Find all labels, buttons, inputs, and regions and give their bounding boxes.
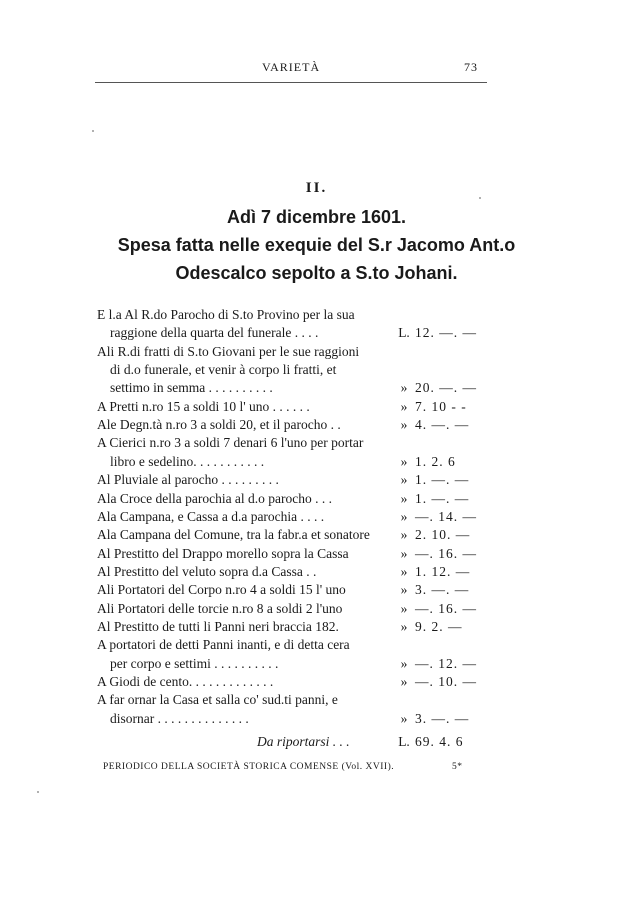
expense-label: settimo in semma . . . . . . . . . . [110, 380, 273, 396]
expense-label: E l.a Al R.do Parocho di S.to Provino per la sua [97, 307, 355, 322]
expense-label: Al Pluviale al parocho . . . . . . . . . [97, 472, 279, 488]
expense-amount: 20. —. — [415, 380, 477, 396]
expense-row [97, 490, 479, 508]
expense-unit: » [400, 710, 408, 726]
expense-label: Ali R.di fratti di S.to Giovani per le sue raggioni [97, 343, 360, 359]
expense-amount: 4. —. — [415, 417, 470, 433]
expense-label: Ale Degn.tà n.ro 3 a soldi 20, et il parocho . . [97, 417, 341, 433]
expense-row [97, 581, 479, 599]
expense-label: raggione della quarta del funerale . . . . [110, 325, 319, 341]
paper-speck [479, 197, 481, 199]
page-number: 73 [464, 60, 478, 74]
expense-row [97, 600, 479, 618]
carry-forward-row [97, 733, 479, 751]
expense-row [97, 618, 479, 636]
expense-row [97, 306, 479, 324]
footer-journal: PERIODICO DELLA SOCIETÀ STORICA COMENSE (Vol. XVII). [103, 762, 395, 772]
expense-amount: 3. —. — [415, 710, 470, 726]
expense-label: Ala Croce della parochia al d.o parocho . . . [97, 490, 333, 506]
expense-amount: 2. 10. — [415, 527, 471, 543]
expense-label: A Giodi de cento. . . . . . . . . . . . . [97, 674, 274, 689]
expense-unit: » [400, 527, 408, 543]
expense-row [97, 343, 479, 361]
expense-label: Ala Campana del Comune, tra la fabr.a et sonatore [97, 527, 370, 543]
expense-row [97, 691, 479, 709]
expense-unit: » [400, 490, 408, 506]
expense-label: Ali Portatori delle torcie n.ro 8 a soldi 2 l'uno [97, 600, 343, 616]
expense-unit: » [400, 380, 408, 396]
expense-amount: —. 16. — [415, 545, 477, 561]
running-header-title: VARIETÀ [262, 60, 321, 74]
expense-unit: » [400, 417, 408, 433]
expense-row [97, 471, 479, 489]
section-number: II. [305, 180, 328, 196]
expense-amount: 1. —. — [415, 490, 470, 506]
expense-amount: —. 16. — [415, 600, 477, 616]
heading-line-3: Odescalco sepolto a S.to Johani. [175, 263, 458, 283]
expense-unit: » [400, 453, 408, 469]
expense-label: libro e sedelino. . . . . . . . . . . [110, 453, 265, 469]
expense-label: Ali Portatori del Corpo n.ro 4 a soldi 15 l' uno [97, 582, 346, 598]
expense-label: di d.o funerale, et venir à corpo li fratti, et [110, 362, 337, 378]
expense-unit: » [400, 563, 408, 579]
expense-label: Al Prestitto de tutti li Panni neri braccia 182. [97, 618, 339, 634]
carry-forward-unit: L. [398, 734, 410, 749]
expense-row [97, 710, 479, 728]
expense-label: A Pretti n.ro 15 a soldi 10 l' uno . . . . . . [97, 398, 310, 414]
expense-unit: » [400, 472, 408, 488]
carry-forward-amount: 69. 4. 6 [415, 734, 464, 749]
expense-amount: —. 12. — [415, 655, 477, 671]
expense-row [97, 398, 479, 416]
expense-amount: 1. 2. 6 [415, 453, 456, 469]
expense-amount: —. 10. — [415, 674, 477, 689]
expense-unit: » [400, 618, 408, 634]
expense-row [97, 416, 479, 434]
paper-speck [37, 791, 39, 793]
expense-row [97, 324, 479, 342]
expense-label: A Cierici n.ro 3 a soldi 7 denari 6 l'uno per portar [97, 435, 364, 451]
expense-row [97, 563, 479, 581]
expense-amount: 9. 2. — [415, 618, 463, 634]
expense-label: A far ornar la Casa et salla co' sud.ti panni, e [97, 692, 338, 708]
expense-label: per corpo e settimi . . . . . . . . . . [110, 655, 279, 671]
expense-label: Al Prestitto del veluto sopra d.a Cassa . . [97, 563, 317, 579]
expense-amount: —. 14. — [415, 508, 477, 524]
expense-row [97, 673, 479, 691]
expense-row [97, 526, 479, 544]
expense-row [97, 508, 479, 526]
expense-row [97, 361, 479, 379]
expense-unit: L. [398, 325, 410, 341]
expense-unit: » [400, 674, 408, 689]
carry-forward-label: Da riportarsi . . . [257, 734, 350, 749]
expense-unit: » [400, 655, 408, 671]
heading-date: Adì 7 dicembre 1601. [226, 207, 407, 227]
expense-amount: 1. —. — [415, 472, 470, 488]
expense-unit: » [400, 398, 408, 414]
expense-unit: » [400, 600, 408, 616]
expense-row [97, 655, 479, 673]
expense-amount: 1. 12. — [415, 563, 471, 579]
expense-amount: 12. —. — [415, 325, 477, 341]
expense-amount: 7. 10 - - [415, 398, 467, 414]
expense-label: A portatori de detti Panni inanti, e di detta cera [97, 637, 350, 653]
expense-unit: » [400, 545, 408, 561]
header-rule [95, 82, 487, 83]
expense-label: Ala Campana, e Cassa a d.a parochia . . . . [97, 508, 325, 524]
expense-row [97, 545, 479, 563]
expense-row [97, 434, 479, 452]
expense-row [97, 379, 479, 397]
expense-label: disornar . . . . . . . . . . . . . . [110, 710, 249, 726]
expense-row [97, 636, 479, 654]
expense-unit: » [400, 582, 408, 598]
expense-row [97, 453, 479, 471]
paper-speck [92, 130, 94, 132]
footer-signature: 5* [452, 762, 463, 772]
heading-line-2: Spesa fatta nelle exequie del S.r Jacomo Ant.o [117, 235, 516, 255]
expense-label: Al Prestitto del Drappo morello sopra la Cassa [97, 545, 349, 561]
expense-unit: » [400, 508, 408, 524]
expense-amount: 3. —. — [415, 582, 470, 598]
